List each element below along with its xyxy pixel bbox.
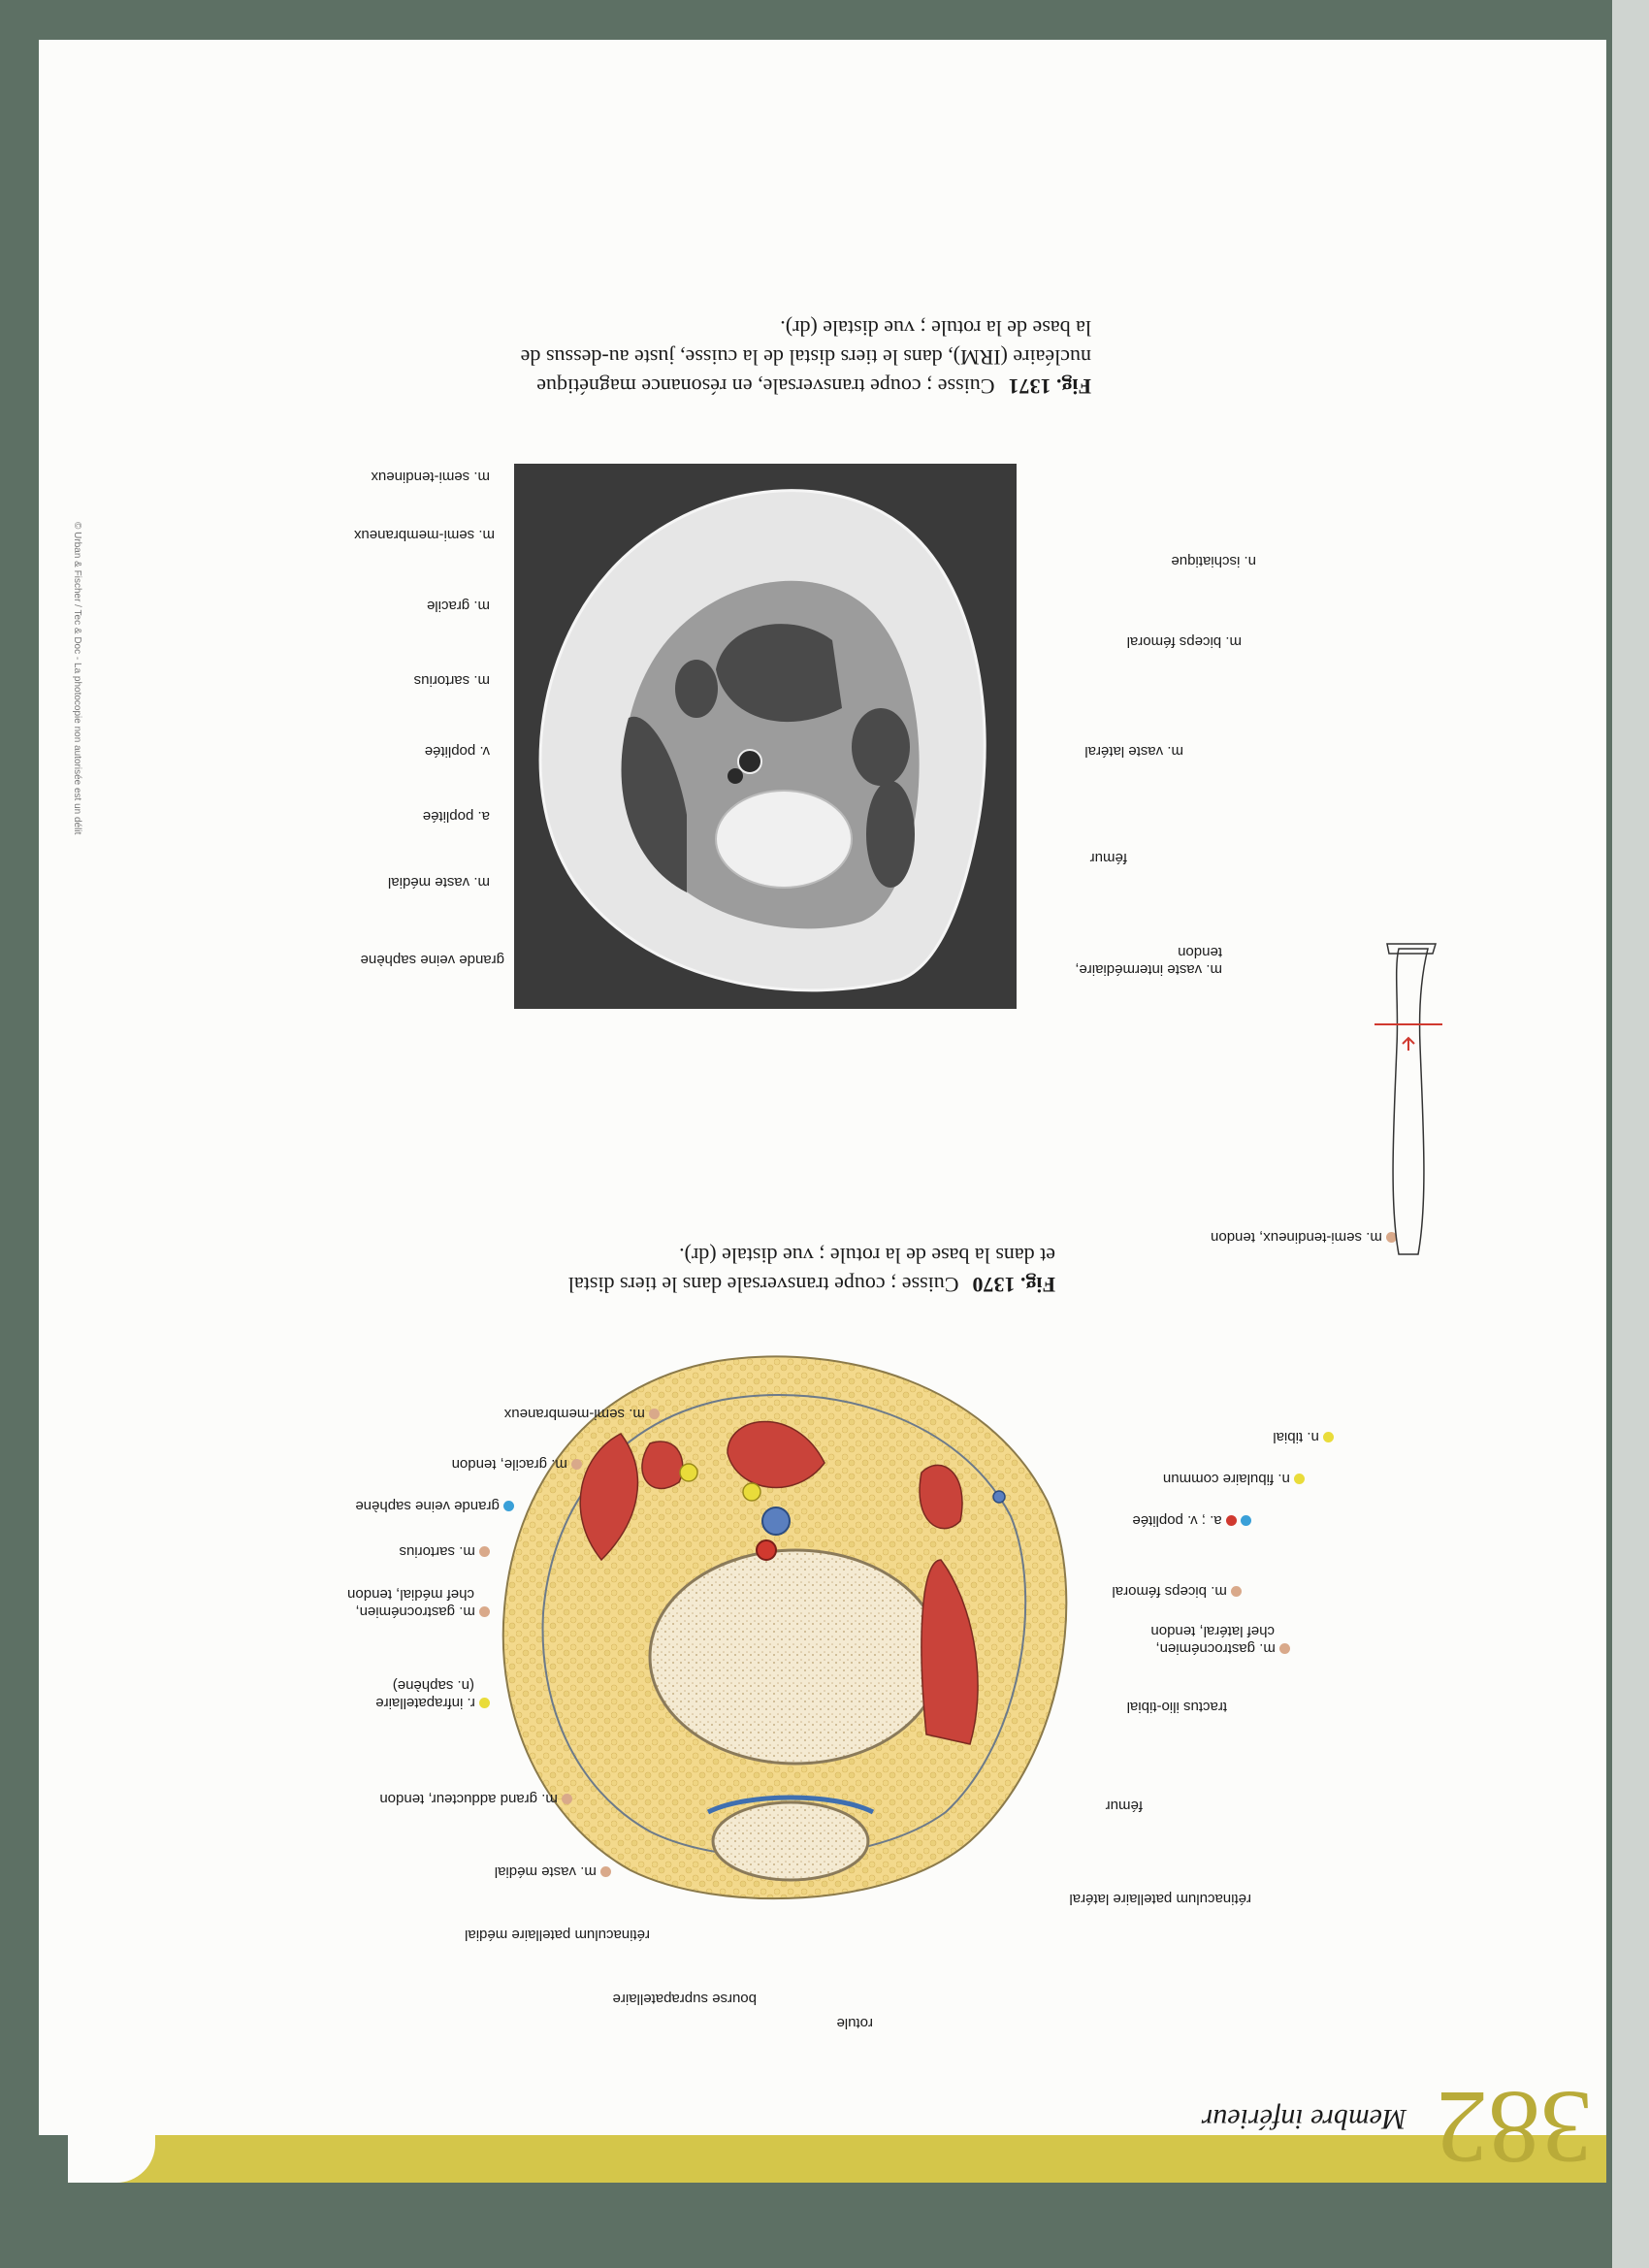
- mri-label-femur: fémur: [1089, 850, 1127, 866]
- label-n-tibial: n. tibial: [1273, 1428, 1334, 1445]
- mri-label-vaste-lateral: m. vaste latéral: [1084, 743, 1183, 760]
- label-vaste-medial: m. vaste médial: [495, 1863, 611, 1880]
- label-sartorius: m. sartorius: [399, 1542, 490, 1560]
- popliteal-artery: [757, 1540, 776, 1560]
- fig1371-caption: Fig. 1371Cuisse ; coupe transversale, en résonance magnétique nucléaire (IRM), dans le tiers distal de la cuisse, juste au-dessus de la base de la rotule ; vue distale (dr).: [520, 316, 1091, 399]
- popliteal-vein: [762, 1507, 790, 1535]
- gastrocnemius-lat: [642, 1442, 683, 1488]
- label-tractus-ilio-tibial: tractus ilio-tibial: [1126, 1699, 1227, 1715]
- label-grand-adducteur: m. grand adducteur, tendon: [379, 1790, 572, 1807]
- label-gracile-tendon: m. gracile, tendon: [452, 1455, 582, 1473]
- mri-sartorius: [675, 660, 718, 718]
- label-bourse-suprapatellaire: bourse suprapatellaire: [612, 1991, 757, 2007]
- leg-locator-icon: [1370, 939, 1447, 1259]
- label-rotule: rotule: [836, 2015, 873, 2031]
- mri-label-v-poplitee: v. poplitée: [424, 743, 490, 760]
- mri-label-vaste-medial: m. vaste médial: [387, 874, 490, 891]
- label-biceps-femoral: m. biceps fémoral: [1112, 1582, 1242, 1600]
- label-retinaculum-lateral: rétinaculum patellaire latéral: [1069, 1891, 1251, 1907]
- fig1371-mri: [514, 464, 1017, 1009]
- chapter-title: Membre inférieur: [1201, 2103, 1406, 2135]
- fibular-nerve: [680, 1464, 697, 1481]
- tibial-nerve: [743, 1483, 760, 1501]
- mri-biceps: [852, 708, 910, 786]
- fig1370-caption: Fig. 1370Cuisse ; coupe transversale dans le tiers distal et dans la base de la rotule ; vue distale (dr).: [567, 1244, 1055, 1297]
- label-n-fibulaire: n. fibulaire commun: [1163, 1470, 1305, 1487]
- mri-label-gracile: m. gracile: [426, 598, 490, 614]
- mri-label-semi-membraneux: m. semi-membraneux: [353, 527, 495, 543]
- label-grande-veine-saphene: grande veine saphène: [355, 1497, 514, 1514]
- mri-vaste-lateral: [866, 781, 915, 888]
- mri-label-a-poplitee: a. poplitée: [422, 808, 490, 825]
- label-retinaculum-medial: rétinaculum patellaire médial: [465, 1927, 650, 1943]
- mri-label-semi-tendineux: m. semi-tendineux: [371, 469, 490, 485]
- label-infrapatellaire: r. infrapatellaire (n. saphène): [375, 1676, 490, 1711]
- fig1370-illustration: [485, 1346, 1086, 1928]
- page-number: 382: [1436, 2069, 1593, 2185]
- label-poplitee: a. ; v. poplitée: [1132, 1511, 1251, 1529]
- page-accent-band: [93, 2134, 1606, 2183]
- label-gastrocnemien-med: m. gastrocnémien, chef médial, tendon: [347, 1585, 490, 1620]
- accent-band-corner: [68, 2095, 155, 2183]
- label-semi-tendineux-tendon: m. semi-tendineux, tendon: [1211, 1228, 1397, 1246]
- label-femur: fémur: [1105, 1798, 1143, 1814]
- mri-label-biceps-femoral: m. biceps fémoral: [1126, 633, 1242, 650]
- label-semi-membraneux: m. semi-membraneux: [504, 1405, 660, 1422]
- label-gastrocnemien-lat: m. gastrocnémien, chef latéral, tendon: [1150, 1622, 1290, 1657]
- copyright-notice: © Urban & Fischer / Tec & Doc - La photocopie non autorisée est un délit: [72, 522, 82, 835]
- patella: [713, 1802, 868, 1880]
- mri-label-grande-veine-saphene: grande veine saphène: [360, 952, 504, 968]
- mri-label-n-ischiatique: n. ischiatique: [1171, 553, 1256, 569]
- femur: [650, 1550, 941, 1764]
- mri-label-sartorius: m. sartorius: [413, 672, 490, 689]
- mri-label-vaste-intermediaire: m. vaste intermédiaire, tendon: [1075, 944, 1222, 978]
- saphenous-vein: [993, 1491, 1005, 1503]
